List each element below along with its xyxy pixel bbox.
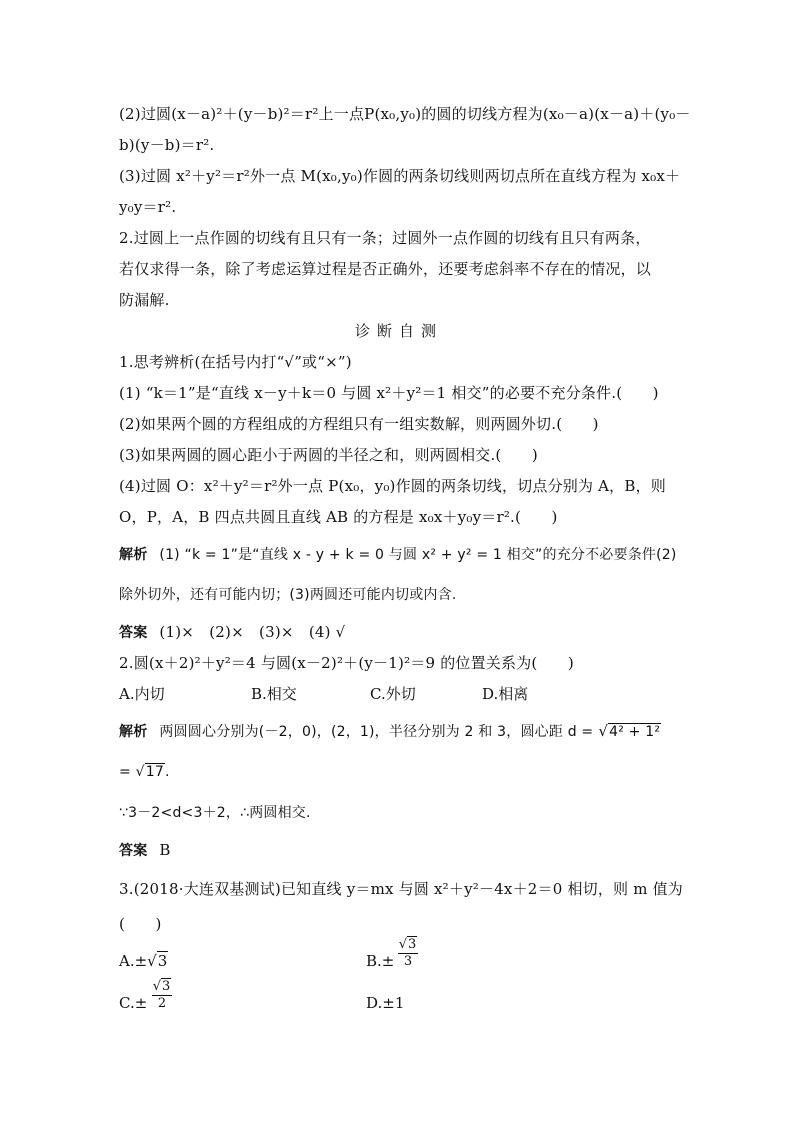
analysis-text: (1) “k = 1”是“直线 x - y + k = 0 与圆 x² + y² = 1 相交”的充分不必要条件(2) <box>159 547 677 563</box>
section-title: 诊断自测 <box>354 322 443 340</box>
question-1-stem: 1.思考辨析(在括号内打“√”或“×”) <box>119 353 352 371</box>
radicand: 3 <box>162 979 171 994</box>
question-2-analysis <box>119 721 679 742</box>
text-line: (2)过圆(x－a)²＋(y－b)²＝r²上一点P(x₀,y₀)的圆的切线方程为(x₀－a)(x－a)＋(y₀－ <box>119 105 691 123</box>
question-2-conclusion: ∵3－2<d<3＋2，∴两圆相交. <box>119 805 311 821</box>
option-d: D.相离 <box>482 685 529 703</box>
option-b: B.相交 <box>251 685 297 703</box>
question-1-analysis <box>119 544 679 565</box>
question-2-stem: 2.圆(x＋2)²＋y²＝4 与圆(x－2)²＋(y－1)²＝9 的位置关系为( ) <box>119 654 574 672</box>
text-line: y₀y＝r². <box>119 198 177 216</box>
numerator <box>398 938 418 952</box>
question-1-item: (3)如果两圆的圆心距小于两圆的半径之和，则两圆相交.( ) <box>119 446 538 464</box>
option-d: D.±1 <box>366 994 405 1012</box>
question-3-stem-cont: ( ) <box>119 915 162 933</box>
option-b-prefix: B.± <box>366 952 395 970</box>
fraction-b <box>398 938 418 969</box>
question-1-answer <box>119 622 679 643</box>
period: . <box>164 764 170 780</box>
option-a <box>119 951 168 971</box>
radicand: 3 <box>157 952 168 970</box>
option-c: C.外切 <box>370 685 416 703</box>
sqrt-symbol: √ <box>147 952 157 970</box>
question-2-answer <box>119 840 679 861</box>
text-line: 2.过圆上一点作圆的切线有且只有一条；过圆外一点作圆的切线有且只有两条， <box>119 229 651 247</box>
analysis-text: 两圆圆心分别为(－2，0)，(2，1)，半径分别为 2 和 3，圆心距 d = <box>159 724 594 740</box>
option-a-prefix: A.± <box>119 952 148 970</box>
equals-sign: = <box>119 764 131 780</box>
text-line: b)(y－b)＝r². <box>119 136 215 154</box>
question-1-item: (1) “k＝1”是“直线 x－y＋k＝0 与圆 x²＋y²＝1 相交”的必要不充分条件.( ) <box>119 384 659 402</box>
analysis-label: 解析 <box>119 547 148 563</box>
sqrt-symbol: √ <box>398 937 407 952</box>
denominator: 2 <box>157 996 167 1011</box>
answer-label: 答案 <box>119 625 148 641</box>
sqrt-symbol: √ <box>135 764 145 780</box>
question-1-analysis-cont: 除外切外，还有可能内切；(3)两圆还可能内切或内含. <box>119 587 457 603</box>
numerator <box>152 980 172 994</box>
question-1-item: O，P，A，B 四点共圆且直线 AB 的方程是 x₀x＋y₀y＝r².( ) <box>119 508 558 526</box>
question-3-stem: 3.(2018·大连双基测试)已知直线 y＝mx 与圆 x²＋y²－4x＋2＝0 相切，则 m 值为 <box>119 880 683 898</box>
text-line: 若仅求得一条，除了考虑运算过程是否正确外，还要考虑斜率不存在的情况，以 <box>119 260 652 278</box>
radicand: 3 <box>408 937 417 952</box>
text-line: (3)过圆 x²＋y²＝r²外一点 M(x₀,y₀)作圆的两条切线则两切点所在直线方程为 x₀x＋ <box>119 167 681 185</box>
analysis-label: 解析 <box>119 724 148 740</box>
option-a: A.内切 <box>119 685 165 703</box>
answer-text: B <box>159 841 171 859</box>
radicand: 4² + 1² <box>609 724 661 740</box>
denominator: 3 <box>403 954 413 969</box>
radicand: 17 <box>145 764 164 780</box>
question-2-analysis-cont <box>119 762 679 782</box>
question-1-item: (2)如果两个圆的方程组成的方程组只有一组实数解，则两圆外切.( ) <box>119 415 599 433</box>
option-c-prefix: C.± <box>119 994 148 1012</box>
sqrt-symbol: √ <box>598 722 609 740</box>
option-c <box>119 993 147 1013</box>
answer-text: (1)× (2)× (3)× (4) √ <box>159 623 346 641</box>
text-line: 防漏解. <box>119 291 170 309</box>
question-1-item: (4)过圆 O：x²＋y²＝r²外一点 P(x₀，y₀)作圆的两条切线，切点分别为 A，B，则 <box>119 477 667 495</box>
answer-label: 答案 <box>119 843 148 859</box>
fraction-c <box>152 980 172 1011</box>
option-b <box>366 951 394 971</box>
sqrt-symbol: √ <box>152 979 161 994</box>
